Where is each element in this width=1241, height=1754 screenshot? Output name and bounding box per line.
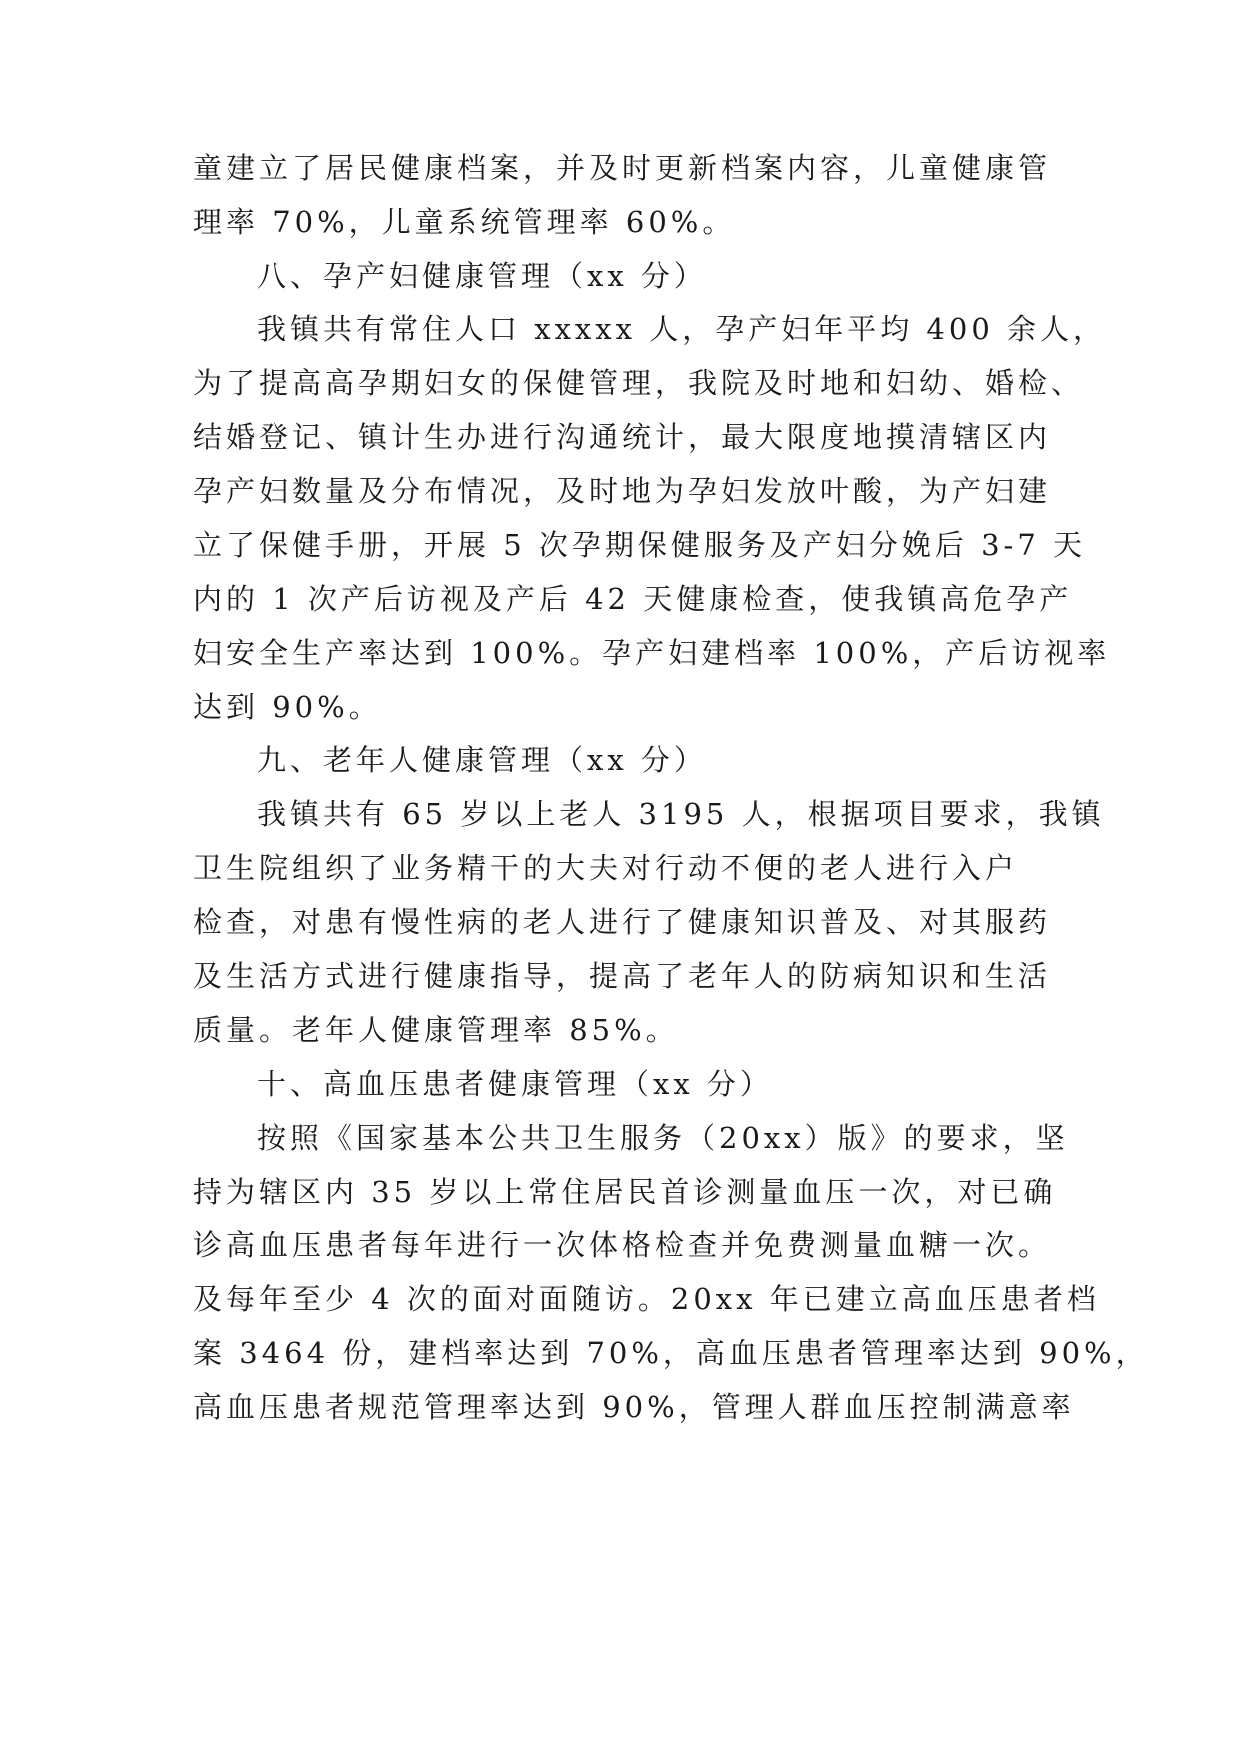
text-line-20: 持为辖区内 35 岁以上常住居民首诊测量血压一次，对已确: [193, 1175, 1057, 1209]
text-line-14: 卫生院组织了业务精干的大夫对行动不便的老人进行入户: [193, 851, 1019, 885]
text-line-13: 我镇共有 65 岁以上老人 3195 人，根据项目要求，我镇: [257, 797, 1105, 831]
text-line-24: 高血压患者规范管理率达到 90%，管理人群血压控制满意率: [193, 1390, 1075, 1424]
text-line-9: 内的 1 次产后访视及产后 42 天健康检查，使我镇高危孕产: [193, 582, 1073, 616]
text-line-23: 案 3464 份，建档率达到 70%，高血压患者管理率达到 90%，: [193, 1336, 1149, 1370]
text-line-1: 童建立了居民健康档案，并及时更新档案内容，儿童健康管: [193, 151, 1052, 185]
text-line-10: 妇安全生产率达到 100%。孕产妇建档率 100%，产后访视率: [193, 636, 1111, 670]
text-line-16: 及生活方式进行健康指导，提高了老年人的防病知识和生活: [193, 959, 1052, 993]
section-heading-8: 八、孕产妇健康管理（xx 分）: [257, 259, 707, 293]
text-line-8: 立了保健手册，开展 5 次孕期保健服务及产妇分娩后 3-7 天: [193, 528, 1087, 562]
text-line-17: 质量。老年人健康管理率 85%。: [193, 1013, 679, 1047]
text-line-6: 结婚登记、镇计生办进行沟通统计，最大限度地摸清辖区内: [193, 420, 1052, 454]
text-line-11: 达到 90%。: [193, 690, 382, 724]
text-line-21: 诊高血压患者每年进行一次体格检查并免费测量血糖一次。: [193, 1228, 1052, 1262]
text-line-19: 按照《国家基本公共卫生服务（20xx）版》的要求，坚: [257, 1121, 1069, 1155]
text-line-4: 我镇共有常住人口 xxxxx 人，孕产妇年平均 400 余人，: [257, 312, 1107, 346]
section-heading-10: 十、高血压患者健康管理（xx 分）: [257, 1067, 773, 1101]
text-line-5: 为了提高高孕期妇女的保健管理，我院及时地和妇幼、婚检、: [193, 366, 1085, 400]
text-line-22: 及每年至少 4 次的面对面随访。20xx 年已建立高血压患者档: [193, 1282, 1100, 1316]
text-line-2: 理率 70%，儿童系统管理率 60%。: [193, 205, 736, 239]
text-line-15: 检查，对患有慢性病的老人进行了健康知识普及、对其服药: [193, 905, 1052, 939]
text-line-7: 孕产妇数量及分布情况，及时地为孕妇发放叶酸，为产妇建: [193, 474, 1052, 508]
section-heading-9: 九、老年人健康管理（xx 分）: [257, 743, 707, 777]
